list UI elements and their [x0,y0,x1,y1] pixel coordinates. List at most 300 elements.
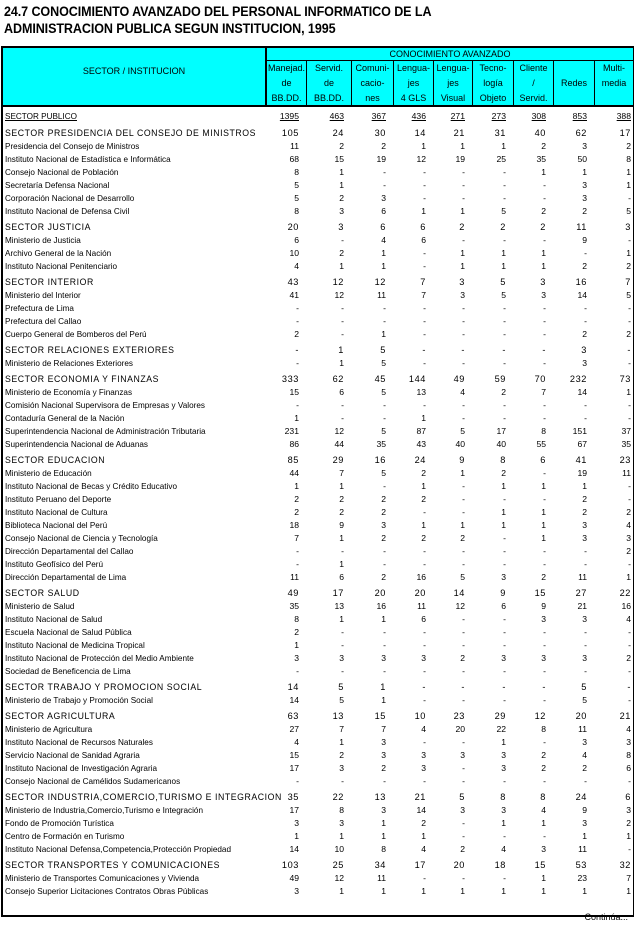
cell-lenguajes-4gls: 2 [421,533,426,543]
cell-lenguajes-4gls: - [423,559,426,569]
cell-multimedia: 8 [626,750,631,760]
cell-tecnologia-objeto: - [503,614,506,624]
cell-tecnologia-objeto: 29 [494,711,506,721]
cell-servid-bbdd: 2 [339,193,344,203]
row-label: Cuerpo General de Bomberos del Perú [5,329,147,339]
cell-servid-bbdd: 1 [339,737,344,747]
cell-lenguajes-4gls: - [423,666,426,676]
data-table [1,46,634,917]
cell-comunicaciones: - [383,627,386,637]
cell-multimedia: 7 [626,873,631,883]
cell-tecnologia-objeto: - [503,533,506,543]
institution-row [3,885,633,898]
cell-cliente-servid: 35 [536,154,546,164]
cell-multimedia: - [628,303,631,313]
institution-row [3,762,633,775]
cell-cliente-servid: 3 [541,653,546,663]
cell-comunicaciones: 2 [381,572,386,582]
cell-manejad-bbdd: 14 [287,682,299,692]
cell-manejad-bbdd: 1 [294,640,299,650]
cell-cliente-servid: 308 [531,111,546,121]
cell-redes: 19 [577,468,587,478]
cell-lenguajes-visual: 3 [459,277,465,287]
cell-redes: 1 [582,167,587,177]
cell-lenguajes-visual: - [462,235,465,245]
cell-tecnologia-objeto: 1 [501,737,506,747]
cell-cliente-servid: - [542,345,546,355]
cell-servid-bbdd: 2 [339,750,344,760]
cell-manejad-bbdd: - [296,316,299,326]
cell-lenguajes-4gls: 1 [421,413,426,423]
cell-lenguajes-4gls: 14 [414,128,426,138]
cell-multimedia: - [628,666,631,676]
cell-multimedia: 16 [621,601,631,611]
header-col-line: Tecno- [479,63,507,73]
cell-lenguajes-4gls: - [423,507,426,517]
cell-lenguajes-4gls: 6 [421,614,426,624]
cell-comunicaciones: 15 [374,711,386,721]
cell-redes: 41 [575,455,587,465]
row-label: Fondo de Promoción Turística [5,818,114,828]
cell-comunicaciones: - [383,481,386,491]
cell-multimedia: 1 [626,831,631,841]
cell-lenguajes-4gls: - [423,180,426,190]
cell-manejad-bbdd: 6 [294,235,299,245]
cell-multimedia: 2 [626,818,631,828]
cell-redes: 11 [578,724,587,734]
header-sector-institucion: SECTOR / INSTITUCION [3,48,267,105]
cell-comunicaciones: 13 [374,792,386,802]
institution-row [3,723,633,736]
cell-tecnologia-objeto: - [503,329,506,339]
cell-lenguajes-4gls: 6 [421,235,426,245]
cell-servid-bbdd: 1 [339,167,344,177]
cell-manejad-bbdd: 35 [289,601,299,611]
header-col-line [554,61,594,76]
cell-lenguajes-4gls: - [422,682,426,692]
cell-redes: - [584,627,587,637]
cell-lenguajes-visual: 20 [453,860,465,870]
row-label: Biblioteca Nacional del Perú [5,520,108,530]
cell-redes: 2 [582,494,587,504]
header-col-line: media [601,78,627,88]
cell-redes: 14 [577,387,587,397]
cell-lenguajes-visual: - [462,818,465,828]
cell-servid-bbdd: 3 [339,206,344,216]
row-label: Servicio Nacional de Sanidad Agraria [5,750,140,760]
cell-cliente-servid: 1 [541,248,546,258]
header-col-line: Servid. [519,93,548,103]
row-label: Secretaría Defensa Nacional [5,180,110,190]
cell-servid-bbdd: 3 [338,222,344,232]
institution-row [3,179,633,192]
cell-redes: 11 [578,844,587,854]
cell-comunicaciones: - [383,167,386,177]
cell-manejad-bbdd: 2 [294,627,299,637]
cell-lenguajes-4gls: 2 [421,468,426,478]
cell-lenguajes-visual: 2 [459,222,465,232]
sector-row [3,127,633,140]
cell-multimedia: 4 [626,724,631,734]
cell-multimedia: 22 [619,588,631,598]
cell-servid-bbdd: 29 [332,455,344,465]
header-col-line [554,91,594,106]
institution-row [3,817,633,830]
cell-tecnologia-objeto: 5 [500,277,506,287]
row-label: Instituto Nacional de Protección del Medio Ambiente [5,653,194,663]
cell-lenguajes-visual: - [462,303,465,313]
institution-row [3,804,633,817]
cell-redes: 3 [582,614,587,624]
cell-multimedia: 17 [619,128,631,138]
cell-lenguajes-4gls: 4 [421,844,426,854]
row-label: Instituto Nacional de Investigación Agraria [5,763,158,773]
cell-lenguajes-visual: 3 [460,290,465,300]
header-col-line: de [323,78,334,88]
cell-redes: 20 [575,711,587,721]
cell-cliente-servid: 3 [541,614,546,624]
header-col-line [595,91,633,106]
cell-manejad-bbdd: - [296,358,299,368]
cell-comunicaciones: 2 [381,507,386,517]
cell-lenguajes-4gls: - [423,640,426,650]
row-label: Presidencia del Consejo de Ministros [5,141,140,151]
cell-manejad-bbdd: 1 [294,413,299,423]
cell-redes: 9 [582,235,587,245]
cell-multimedia: - [627,682,631,692]
cell-lenguajes-visual: - [462,358,465,368]
sector-row [3,373,633,386]
cell-lenguajes-4gls: 3 [421,763,426,773]
cell-tecnologia-objeto: - [503,546,506,556]
cell-manejad-bbdd: 35 [287,792,299,802]
cell-multimedia: 37 [621,426,631,436]
row-label: SECTOR JUSTICIA [5,222,91,232]
cell-servid-bbdd: 1 [339,261,344,271]
cell-manejad-bbdd: - [296,303,299,313]
cell-manejad-bbdd: 333 [281,374,299,384]
institution-row [3,639,633,652]
cell-multimedia: - [628,235,631,245]
institution-row [3,775,633,788]
cell-redes: 21 [577,601,587,611]
cell-manejad-bbdd: 2 [294,329,299,339]
cell-lenguajes-4gls: - [423,737,426,747]
header-col-line: Multi- [603,63,625,73]
cell-lenguajes-visual: - [462,193,465,203]
institution-row [3,519,633,532]
row-label: Prefectura del Callao [5,316,82,326]
cell-lenguajes-4gls: 2 [421,494,426,504]
cell-cliente-servid: 2 [541,572,546,582]
cell-manejad-bbdd: 20 [287,222,299,232]
cell-manejad-bbdd: 17 [289,805,299,815]
cell-servid-bbdd: - [341,303,344,313]
cell-lenguajes-4gls: - [423,193,426,203]
institution-row [3,571,633,584]
sector-row [3,710,633,723]
cell-multimedia: 32 [619,860,631,870]
cell-cliente-servid: - [542,682,546,692]
cell-lenguajes-4gls: 1 [421,481,426,491]
cell-lenguajes-visual: 2 [460,653,465,663]
cell-multimedia: 11 [622,468,631,478]
cell-manejad-bbdd: - [296,666,299,676]
cell-redes: 3 [582,653,587,663]
cell-manejad-bbdd: 2 [294,494,299,504]
cell-servid-bbdd: 1 [339,831,344,841]
cell-redes: - [584,413,587,423]
cell-cliente-servid: 4 [541,805,546,815]
row-label: Instituto Nacional Defensa,Competencia,Protección Propiedad [5,844,232,854]
cell-redes: 151 [572,426,587,436]
cell-comunicaciones: 16 [374,455,386,465]
cell-multimedia: 1 [626,387,631,397]
cell-servid-bbdd: - [341,666,344,676]
cell-tecnologia-objeto: - [503,494,506,504]
header-col-line: de [281,78,292,88]
cell-lenguajes-4gls: 4 [421,724,426,734]
cell-tecnologia-objeto: 3 [501,653,506,663]
cell-redes: 23 [577,873,587,883]
cell-lenguajes-4gls: - [423,329,426,339]
cell-lenguajes-visual: - [462,481,465,491]
cell-lenguajes-visual: 14 [453,588,465,598]
cell-servid-bbdd: 5 [338,682,344,692]
institution-row [3,665,633,678]
cell-servid-bbdd: 1 [339,559,344,569]
row-label: Dirección Departamental de Lima [5,572,127,582]
cell-cliente-servid: 7 [541,387,546,397]
institution-row [3,425,633,438]
cell-multimedia: 3 [626,533,631,543]
table-header [3,48,633,107]
cell-manejad-bbdd: 1 [294,831,299,841]
cell-tecnologia-objeto: 3 [501,572,506,582]
cell-tecnologia-objeto: 6 [501,601,506,611]
cell-tecnologia-objeto: - [503,400,506,410]
row-label: SECTOR PRESIDENCIA DEL CONSEJO DE MINISTROS [5,128,257,138]
cell-lenguajes-4gls: - [423,316,426,326]
cell-redes: 3 [582,358,587,368]
cell-lenguajes-visual: - [462,640,465,650]
cell-redes: 53 [575,860,587,870]
cell-manejad-bbdd: 3 [294,818,299,828]
cell-manejad-bbdd: 3 [294,886,299,896]
cell-servid-bbdd: - [341,546,344,556]
cell-comunicaciones: 1 [381,831,386,841]
cell-comunicaciones: 1 [381,261,386,271]
cell-multimedia: 3 [625,222,631,232]
cell-cliente-servid: 1 [541,507,546,517]
institution-row [3,315,633,328]
cell-tecnologia-objeto: - [503,559,506,569]
cell-lenguajes-4gls: 436 [411,111,426,121]
cell-lenguajes-visual: - [462,666,465,676]
institution-row [3,506,633,519]
cell-multimedia: 3 [626,805,631,815]
cell-comunicaciones: 34 [374,860,386,870]
cell-tecnologia-objeto: 1 [501,507,506,517]
cell-manejad-bbdd: 10 [289,248,299,258]
row-label: SECTOR INTERIOR [5,277,94,287]
cell-lenguajes-visual: - [462,559,465,569]
cell-lenguajes-visual: 49 [453,374,465,384]
row-label: Ministerio de Economía y Finanzas [5,387,133,397]
cell-lenguajes-visual: 1 [460,141,465,151]
cell-lenguajes-visual: - [462,546,465,556]
cell-servid-bbdd: 7 [339,468,344,478]
cell-lenguajes-visual: 3 [460,805,465,815]
cell-servid-bbdd: 17 [332,588,344,598]
cell-comunicaciones: 1 [381,695,386,705]
cell-lenguajes-4gls: 13 [416,387,426,397]
cell-redes: 9 [582,805,587,815]
cell-multimedia: 4 [626,520,631,530]
cell-cliente-servid: - [543,235,546,245]
cell-manejad-bbdd: 2 [294,507,299,517]
header-col-line: Manejad. [267,63,306,73]
cell-lenguajes-4gls: 3 [421,750,426,760]
cell-tecnologia-objeto: - [503,627,506,637]
institution-row [3,289,633,302]
header-col-line: Redes [560,78,587,88]
cell-cliente-servid: 1 [541,481,546,491]
institution-row [3,558,633,571]
cell-cliente-servid: 70 [534,374,546,384]
cell-comunicaciones: 45 [374,374,386,384]
cell-comunicaciones: - [383,776,386,786]
header-col-cliente-servid [514,61,554,105]
cell-lenguajes-visual: - [462,831,465,841]
cell-manejad-bbdd: 44 [289,468,299,478]
cell-cliente-servid: - [543,180,546,190]
cell-lenguajes-visual: 1 [460,248,465,258]
cell-lenguajes-visual: 271 [450,111,465,121]
cell-lenguajes-visual: - [462,614,465,624]
cell-cliente-servid: 1 [541,886,546,896]
header-col-line: Objeto [479,93,507,103]
cell-tecnologia-objeto: 22 [496,724,506,734]
cell-tecnologia-objeto: 1 [501,818,506,828]
row-label: SECTOR EDUCACION [5,455,106,465]
cell-tecnologia-objeto: - [502,682,506,692]
cell-servid-bbdd: 2 [339,494,344,504]
header-col-lenguajes-visual [434,61,473,105]
cell-multimedia: 388 [616,111,631,121]
institution-row [3,192,633,205]
cell-lenguajes-4gls: 24 [414,455,426,465]
cell-cliente-servid: - [543,831,546,841]
cell-comunicaciones: 35 [376,439,386,449]
header-col-line: jes [407,78,420,88]
cell-servid-bbdd: 15 [334,154,344,164]
row-label: Superintendencia Nacional de Administración Tributaria [5,426,206,436]
cell-servid-bbdd: 7 [339,724,344,734]
institution-row [3,480,633,493]
cell-cliente-servid: 2 [541,141,546,151]
cell-lenguajes-4gls: 2 [421,818,426,828]
cell-lenguajes-visual: 19 [455,154,465,164]
cell-cliente-servid: 15 [534,860,546,870]
cell-redes: 3 [582,193,587,203]
cell-lenguajes-visual: - [462,413,465,423]
cell-lenguajes-4gls: 87 [416,426,426,436]
cell-lenguajes-visual: 40 [455,439,465,449]
cell-comunicaciones: 1 [380,682,386,692]
institution-row [3,399,633,412]
cell-servid-bbdd: 5 [339,695,344,705]
cell-lenguajes-4gls: 21 [414,792,426,802]
cell-redes: - [584,316,587,326]
cell-servid-bbdd: 1 [339,180,344,190]
cell-redes: 11 [578,572,587,582]
cell-redes: 853 [572,111,587,121]
institution-row [3,438,633,451]
cell-lenguajes-visual: - [462,873,465,883]
cell-tecnologia-objeto: 8 [500,455,506,465]
cell-cliente-servid: - [543,193,546,203]
cell-lenguajes-4gls: 6 [420,222,426,232]
cell-lenguajes-4gls: - [423,248,426,258]
cell-multimedia: 73 [619,374,631,384]
cell-lenguajes-visual: 12 [455,601,465,611]
cell-comunicaciones: - [383,400,386,410]
cell-multimedia: 1 [626,886,631,896]
cell-redes: 2 [582,763,587,773]
cell-comunicaciones: - [383,546,386,556]
header-col-manejad-bbdd [267,61,307,105]
cell-servid-bbdd: 1 [338,345,344,355]
continues-note: Continúa... [584,912,628,922]
cell-multimedia: 6 [626,763,631,773]
cell-lenguajes-visual: 1 [460,886,465,896]
cell-cliente-servid: 8 [541,426,546,436]
cell-comunicaciones: 5 [381,358,386,368]
cell-lenguajes-visual: - [462,737,465,747]
cell-comunicaciones: 11 [377,873,386,883]
cell-servid-bbdd: 3 [339,763,344,773]
cell-lenguajes-visual: 9 [459,455,465,465]
cell-cliente-servid: 9 [541,601,546,611]
cell-servid-bbdd: - [341,627,344,637]
cell-comunicaciones: - [383,413,386,423]
cell-manejad-bbdd: 49 [287,588,299,598]
cell-servid-bbdd: 1 [339,358,344,368]
cell-lenguajes-visual: 5 [460,572,465,582]
row-label: Contaduría General de la Nación [5,413,125,423]
row-label: Ministerio de Relaciones Exteriores [5,358,133,368]
row-label: Dirección Departamental del Callao [5,546,134,556]
cell-tecnologia-objeto: - [503,413,506,423]
cell-comunicaciones: 5 [381,426,386,436]
cell-redes: 3 [582,533,587,543]
cell-redes: 1 [582,481,587,491]
row-label: Instituto Geofísico del Perú [5,559,104,569]
cell-redes: 62 [575,128,587,138]
row-label: Archivo General de la Nación [5,248,112,258]
cell-redes: 3 [582,141,587,151]
institution-row [3,357,633,370]
cell-redes: 16 [575,277,587,287]
cell-tecnologia-objeto: - [503,358,506,368]
institution-row [3,247,633,260]
cell-multimedia: 23 [619,455,631,465]
cell-servid-bbdd: - [341,235,344,245]
cell-redes: - [584,546,587,556]
row-label: Consejo Nacional de Camélidos Sudamericanos [5,776,181,786]
cell-servid-bbdd: 24 [332,128,344,138]
